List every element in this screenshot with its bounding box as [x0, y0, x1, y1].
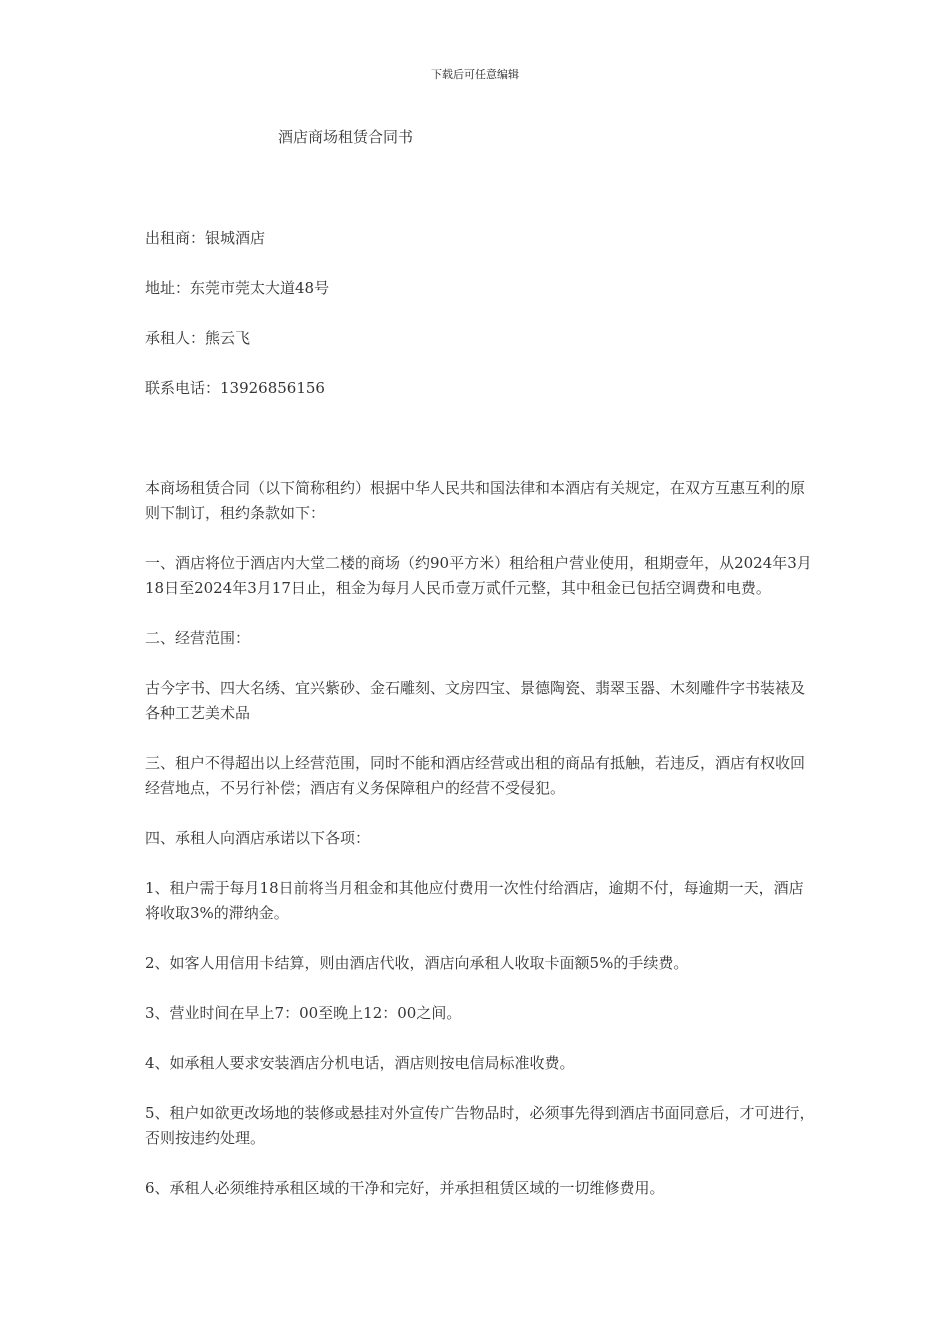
clause-4-item-2: 2、如客人用信用卡结算，则由酒店代收，酒店向承租人收取卡面额5%的手续费。 [145, 954, 689, 972]
intro-paragraph: 本商场租赁合同（以下简称租约）根据中华人民共和国法律和本酒店有关规定，在双方互惠互利的原则下制订，租约条款如下： [145, 479, 806, 522]
phone-line: 联系电话：13926856156 [145, 379, 325, 397]
clause-1: 一、酒店将位于酒店内大堂二楼的商场（约90平方米）租给租户营业使用，租期壹年，从2024年3月18日至2024年3月17日止，租金为每月人民币壹万贰仟元整，其中租金已包括空调费和电费。 [145, 554, 812, 597]
parties-block [145, 226, 815, 401]
clause-4-item-3: 3、营业时间在早上7：00至晚上12：00之间。 [145, 1004, 462, 1022]
document-body [145, 226, 815, 1226]
clause-4-item-6: 6、承租人必须维持承租区域的干净和完好，并承担租赁区域的一切维修费用。 [145, 1179, 665, 1197]
document-title: 酒店商场租赁合同书 [278, 128, 414, 146]
spacer [145, 426, 815, 476]
clause-4-item-5: 5、租户如欲更改场地的装修或悬挂对外宣传广告物品时，必须事先得到酒店书面同意后，才可进行，否则按违约处理。 [145, 1104, 815, 1147]
lessee-line: 承租人：熊云飞 [145, 329, 251, 347]
lessor-line: 出租商：银城酒店 [145, 229, 266, 247]
clause-4-item-1: 1、租户需于每月18日前将当月租金和其他应付费用一次性付给酒店，逾期不付，每逾期一天，酒店将收取3%的滞纳金。 [145, 879, 804, 922]
clause-2-title: 二、经营范围： [145, 629, 251, 647]
address-line: 地址：东莞市莞太大道48号 [145, 279, 330, 297]
header-note: 下载后可任意编辑 [431, 68, 519, 81]
clause-2-content: 古今字书、四大名绣、宜兴紫砂、金石雕刻、文房四宝、景德陶瓷、翡翠玉器、木刻雕件字书装裱及各种工艺美术品 [145, 679, 806, 722]
clause-4-item-4: 4、如承租人要求安装酒店分机电话，酒店则按电信局标准收费。 [145, 1054, 575, 1072]
clause-3: 三、租户不得超出以上经营范围，同时不能和酒店经营或出租的商品有抵触，若违反，酒店有权收回经营地点，不另行补偿；酒店有义务保障租户的经营不受侵犯。 [145, 754, 806, 797]
clause-4-title: 四、承租人向酒店承诺以下各项： [145, 829, 371, 847]
